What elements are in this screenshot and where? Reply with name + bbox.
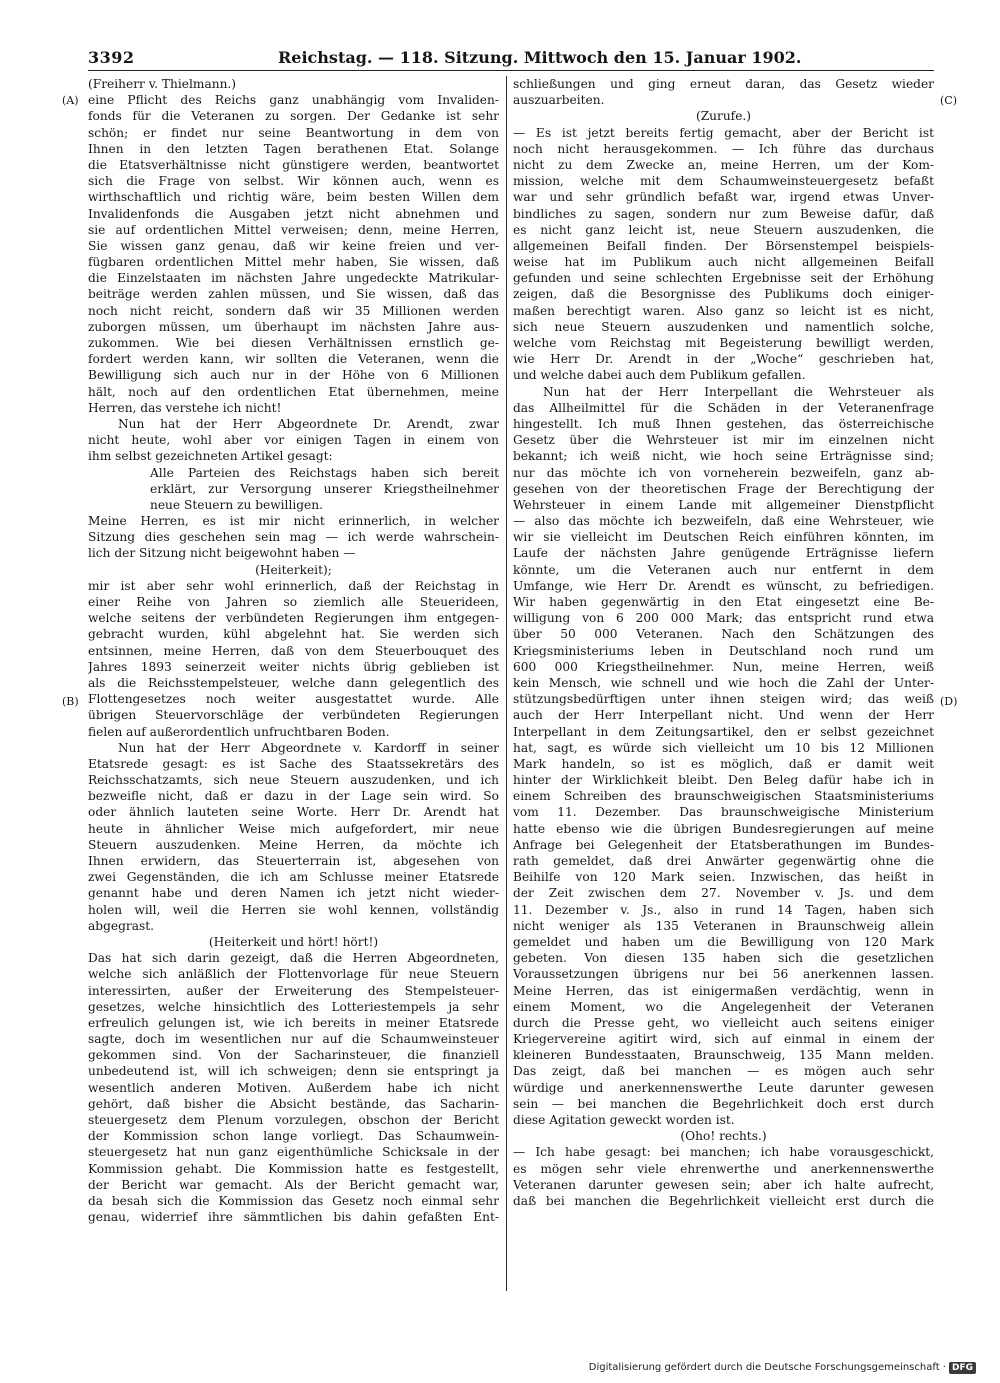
text-line: steuergesetz dem Plenum vorzulegen, obschon der Bericht [88, 1113, 499, 1127]
text-line: maßen berechtigt waren. Also ganz so leicht ist es nicht, [513, 303, 934, 318]
text-line: 11. Dezember v. Js., also in rund 14 Tagen, haben sich [513, 902, 934, 917]
text-line: welche vom Reichstag mit Begeisterung bewilligt werden, [513, 336, 934, 350]
text-line: da besah sich die Kommission das Gesetz noch einmal sehr [88, 1193, 499, 1208]
text-line: Veteranen darunter gewesen sein; aber ich halte aufrecht, [513, 1177, 934, 1192]
text-line: unbedeutend ist, will ich schweigen; denn sie entspringt ja [88, 1064, 499, 1079]
text-line: hinter der Wirklichkeit bleibt. Den Beleg dafür habe ich in [513, 773, 934, 788]
text-line: holen will, weil die Herren sie wohl kennen, vollständig [88, 902, 499, 917]
text-line: auch der Herr Interpellant nicht. Und wenn der Herr [513, 708, 934, 723]
dfg-logo-icon: DFG [949, 1362, 976, 1374]
text-line: das Allheilmittel für die Schäden in der Veteranenfrage [513, 400, 934, 415]
text-line: Reichsschatzamts, sich neue Steuern auszudenken, und ich [88, 773, 499, 788]
text-line: Meine Herren, es ist mir nicht erinnerlich, in welcher [88, 514, 499, 529]
text-line: mir ist aber sehr wohl erinnerlich, daß der Reichstag in [88, 578, 499, 593]
text-line: genannt habe und deren Namen ich jetzt nicht wieder- [88, 886, 499, 901]
text-line: auszuarbeiten. [513, 93, 605, 108]
text-line: Laufe der nächsten Jahre genügende Erträgnisse liefern [513, 546, 934, 561]
text-line: es nicht ganz leicht ist, neue Steuern auszudenken, die [513, 222, 934, 237]
text-line: rath gemeldet, daß drei Anwärter gegenwärtig ohne die [513, 854, 934, 868]
text-line: welche sich anläßlich der Flottenvorlage für neue Steuern [88, 967, 499, 982]
text-line: allgemeinen Beifall finden. Der Börsenstempel beispiels- [513, 238, 934, 253]
text-line: daß bei manchen die Begehrlichkeit vielleicht erst durch die [513, 1193, 934, 1208]
text-line: (Heiterkeit); [255, 562, 332, 577]
text-line: beiträge werden zahlen müssen, und Sie wissen, daß das [88, 287, 499, 302]
text-line: zeigen, daß die Besorgnisse des Publikums doch einiger- [513, 287, 934, 302]
text-line: oder ähnlich lauteten seine Worte. Herr Dr. Arendt hat [88, 805, 499, 820]
text-line: gebracht wurden, kühl abgelehnt hat. Sie werden sich [88, 627, 499, 642]
text-line: könnte, um die Veteranen auch nur entfernt in dem [513, 562, 934, 577]
text-line: (Zurufe.) [695, 109, 752, 124]
text-line: Umfange, wie Herr Dr. Arendt es wünscht, zu befriedigen. [513, 578, 934, 593]
text-line: Meine Herren, das ist einigermaßen verdächtig, wenn in [513, 983, 934, 998]
column-divider [506, 76, 507, 1291]
text-line: kleineren Bundesstaaten, Braunschweig, 135 Mann melden. [513, 1048, 934, 1063]
text-line: entsinnen, meine Herren, daß von dem Steuerbouquet des [88, 643, 499, 658]
text-line: sagte, doch im wesentlichen nur auf die Schaumweinsteuer [88, 1032, 499, 1047]
text-line: zwei Gegenständen, die ich am Schlusse meiner Etatsrede [88, 870, 499, 885]
text-line: die Etatsverhältnisse nicht günstigere werden, beantwortet [88, 157, 499, 172]
text-line: Kriegsministeriums leben in Deutschland noch rund um [513, 643, 934, 658]
left-column [88, 76, 499, 1225]
text-line: nur das möchte ich von vorneherein bezweifeln, ganz ab- [513, 465, 934, 480]
text-line: über 50 000 Veteranen. Nach den Schätzungen des [513, 627, 934, 642]
text-line: mission, welche mit dem Schaumweinsteuergesetz befaßt [513, 174, 934, 189]
text-line: willigung von 6 200 000 Mark; das entspricht rund etwa [513, 611, 934, 626]
text-line: steuergesetz hat nun ganz eigenthümliche Schicksale in der [88, 1145, 499, 1160]
text-line: gebeten. Von diesen 135 haben sich die gesetzlichen [513, 951, 934, 966]
text-line: als die Reichsstempelsteuer, welche dann gelegentlich des [88, 675, 499, 690]
text-line: der Zeit zwischen dem 27. November v. Js. und dem [513, 886, 934, 901]
text-line: sich die Frage von selbst. Wir können auch, wenn es [88, 174, 499, 189]
text-line: abgegrast. [88, 918, 155, 933]
text-line: gehört, daß bisher die Absicht bestände, das Sacharin- [88, 1096, 499, 1111]
text-line: Herren, das verstehe ich nicht! [88, 400, 282, 415]
text-line: Etatsrede gesagt: es ist Sache des Staatssekretärs des [88, 756, 499, 771]
text-line: übrigen Steuervorschläge der verbündeten Regierungen [88, 708, 499, 723]
page-header [88, 46, 934, 71]
text-line: bekannt; ich weiß nicht, wie hoch seine Erträgnisse sind; [513, 449, 934, 464]
text-line: Nun hat der Herr Interpellant die Wehrsteuer als [543, 384, 934, 399]
text-line: Kommission gehabt. Die Kommission hatte es festgestellt, [88, 1161, 499, 1176]
right-column [513, 76, 934, 1209]
text-line: bezweifle nicht, daß er dazu in der Lage sein wird. So [88, 789, 499, 804]
text-line: (Heiterkeit und hört! hört!) [208, 934, 379, 949]
text-line: es mögen sehr viele ehrenwerthe und anerkennenswerthe [513, 1161, 934, 1176]
text-line: nicht weniger als 135 Veteranen in Braunschweig allein [513, 918, 934, 933]
text-line: bindliches zu sagen, sondern nur zum Beweise dafür, daß [513, 206, 934, 221]
text-line: interessirten, außer der Erweiterung des Stempelsteuer- [88, 983, 499, 998]
text-line: Ihnen erwidern, das Steuerterrain ist, abgesehen von [88, 854, 499, 868]
text-line: gesehen von der theoretischen Frage der Berechtigung der [513, 481, 934, 496]
text-line: wir sie vielleicht im Deutschen Reich einführen könnten, im [513, 530, 934, 545]
text-line: zuborgen müssen, um überhaupt im nächsten Jahre aus- [88, 319, 499, 334]
text-line: einem Schreiben des braunschweigischen Staatsministeriums [513, 789, 934, 804]
text-line: schön; er findet nur seine Beantwortung in dem von [88, 125, 499, 140]
text-line: lich der Sitzung nicht beigewohnt haben — [88, 546, 356, 561]
text-line: Alle Parteien des Reichstags haben sich bereit [150, 465, 499, 480]
text-line: sein — bei manchen die Begehrlichkeit doch erst durch [513, 1096, 934, 1111]
footer: Digitalisierung gefördert durch die Deutsche Forschungsgemeinschaft · DFG [589, 1362, 976, 1374]
text-line: eine Pflicht des Reichs ganz unabhängig vom Invaliden- [88, 93, 499, 108]
text-line: erklärt, zur Versorgung unserer Kriegstheilnehmer [150, 481, 499, 496]
text-line: Ihnen in den letzten Tagen berathenen Etat. Solange [88, 141, 499, 156]
text-line: noch nicht herausgekommen. — Ich führe das durchaus [513, 141, 934, 156]
text-line: Sitzung dies geschehen sein mag — ich werde wahrschein- [88, 530, 499, 545]
text-line: 600 000 Kriegstheilnehmer. Nun, meine Herren, weiß [513, 659, 934, 674]
text-line: sich neue Steuern auszudenken und namentlich solche, [513, 319, 934, 334]
text-line: Invalidenfonds die Ausgaben jetzt nicht abnehmen und [88, 206, 499, 221]
text-line: Voraussetzungen übrigens nur bei 56 anerkennen lassen. [513, 967, 934, 982]
text-line: Kriegervereine agitirt wird, sich auf einmal in einem der [513, 1032, 934, 1047]
text-line: Beihilfe von 120 Mark seien. Inzwischen, das heißt in [513, 870, 934, 885]
text-line: Interpellant in dem Zeitungsartikel, den er selbst gezeichnet [513, 724, 934, 739]
text-line: schließungen und ging erneut daran, das Gesetz wieder [513, 77, 934, 91]
text-line: und welche dabei auch dem Publikum gefallen. [513, 368, 806, 383]
text-line: hat, sagt, es würde sich vielleicht um 10 bis 12 Millionen [513, 740, 934, 755]
text-line: würdige und anerkennenswerthe Leute darunter gewesen [513, 1080, 934, 1095]
text-line: hält, noch auf den ordentlichen Etat übernehmen, meine [88, 384, 499, 399]
text-line: wesentlich anderen Motiven. Außerdem habe ich nicht [88, 1080, 499, 1095]
text-line: erfreulich gelungen ist, wie ich bereits in meiner Etatsrede [88, 1015, 499, 1030]
text-line: gemeldet und haben um die Bewilligung von 120 Mark [513, 934, 934, 949]
text-line: (Oho! rechts.) [680, 1129, 767, 1144]
margin-marker-b: (B) [62, 695, 79, 708]
text-line: neue Steuern zu bewilligen. [150, 497, 323, 512]
text-line: wie Herr Dr. Arendt in der „Woche“ geschrieben hat, [513, 352, 934, 367]
text-line: hatte ebenso wie die übrigen Bundesregierungen auf meine [513, 821, 934, 836]
text-line: — Es ist jetzt bereits fertig gemacht, aber der Bericht ist [513, 125, 934, 140]
text-line: hingestellt. Ich muß Ihnen gestehen, das österreichische [513, 416, 934, 431]
text-line: stützungsbedürftigen unter ihnen steigen wird; das weiß [513, 692, 934, 707]
text-line: Mark handeln, so ist es möglich, daß er damit weit [513, 756, 934, 771]
text-line: genau, widerrief ihre sämmtlichen bis dahin gefaßten Ent- [88, 1210, 499, 1225]
text-line: einer Reihe von Jahren so ziemlich alle Steuerideen, [88, 595, 499, 609]
text-line: fordert werden kann, wir sollten die Veteranen, wenn die [88, 352, 499, 367]
text-line: nicht heute, wohl aber vor einigen Tagen in einem von [88, 433, 499, 448]
text-line: fonds für die Veteranen zu sorgen. Der Gedanke ist sehr [88, 109, 499, 124]
text-line: Wehrsteuer in einem Lande mit allgemeiner Dienstpflicht [513, 497, 934, 512]
text-line: weise hat im Publikum auch nicht allgemeinen Beifall [513, 255, 934, 270]
text-line: welche seitens der verbündeten Regierungen ihm entgegen- [88, 611, 499, 626]
text-line: Steuern auszudenken. Meine Herren, da möchte ich [88, 837, 499, 852]
text-line: noch nicht reicht, sondern daß wir 35 Millionen werden [88, 303, 499, 318]
text-line: Flottengesetzes noch weiter ausgestattet wurde. Alle [88, 692, 499, 707]
text-line: Gesetz über die Wehrsteuer ist mir im einzelnen nicht [513, 433, 934, 448]
text-line: Nun hat der Herr Abgeordnete Dr. Arendt, zwar [118, 416, 499, 431]
text-line: der Kommission schon lange vorliegt. Das Schaumwein- [88, 1129, 499, 1144]
text-line: durch die Presse geht, wo vielleicht auch seitens einiger [513, 1015, 934, 1030]
text-line: sie auf ordentlichen Mittel verweisen; denn, meine Herren, [88, 222, 499, 237]
text-line: fügbaren ordentlichen Mittel mehr haben, Sie wissen, daß [88, 255, 499, 270]
margin-marker-a: (A) [62, 94, 79, 107]
text-line: fielen auf außerordentlich unfruchtbaren Boden. [88, 724, 390, 739]
text-line: Jahres 1893 seinerzeit weiter nichts übrig geblieben ist [88, 659, 499, 674]
text-line: Wir haben gegenwärtig in den Etat eingesetzt eine Be- [513, 595, 934, 609]
text-line: diese Agitation geweckt worden ist. [513, 1113, 735, 1127]
text-line: der Bericht war gemacht. Als der Bericht gemacht war, [88, 1177, 499, 1192]
margin-marker-d: (D) [940, 695, 958, 708]
footer-credit: Digitalisierung gefördert durch die Deutsche Forschungsgemeinschaft [588, 1362, 940, 1373]
text-line: gesetzes, welche hinsichtlich des Lotteriestempels ja sehr [88, 999, 499, 1014]
text-line: — also das möchte ich bezweifeln, daß eine Wehrsteuer, wie [513, 514, 934, 529]
running-title: Reichstag. — 118. Sitzung. Mittwoch den 15. Januar 1902. [278, 48, 802, 67]
text-line: gefunden und seine schlechten Ergebnisse seit der Erhöhung [513, 271, 934, 286]
text-line: wirthschaftlich und richtig wäre, beim besten Willen dem [88, 190, 499, 205]
text-line: Das zeigt, daß bei manchen — es mögen auch sehr [513, 1064, 934, 1079]
text-line: — Ich habe gesagt: bei manchen; ich habe vorausgeschickt, [513, 1145, 934, 1160]
text-line: zukommen. Wie bei diesen Verhältnissen ernstlich ge- [88, 336, 499, 350]
text-line: war und sehr gründlich befaßt war, irgend etwas Unver- [513, 190, 934, 205]
text-line: die Einzelstaaten im nächsten Jahre ungedeckte Matrikular- [88, 271, 499, 286]
text-line: einem Moment, wo die Angelegenheit der Veteranen [513, 999, 934, 1014]
text-line: nicht zu dem Zwecke an, meine Herren, um der Kom- [513, 157, 934, 172]
text-line: Nun hat der Herr Abgeordnete v. Kardorff in seiner [118, 740, 499, 755]
page-number: 3392 [88, 48, 135, 67]
text-line: (Freiherr v. Thielmann.) [88, 77, 237, 91]
text-line: Das hat sich darin gezeigt, daß die Herren Abgeordneten, [88, 951, 499, 966]
text-line: Sie wissen ganz genau, daß wir keine freien und ver- [88, 238, 499, 253]
text-line: Bewilligung sich auch nur in der Höhe von 6 Millionen [88, 368, 499, 383]
text-line: Anfrage bei Gelegenheit der Etatsberathungen im Bundes- [513, 837, 934, 852]
text-line: gekommen sind. Von der Sacharinsteuer, die finanziell [88, 1048, 499, 1063]
text-line: vom 11. Dezember. Das braunschweigische Ministerium [513, 805, 934, 820]
text-line: heute in ähnlicher Weise mich aufgefordert, mir neue [88, 821, 499, 836]
text-line: ihm selbst gezeichneten Artikel gesagt: [88, 449, 333, 464]
text-line: kein Mensch, wie schnell und wie hoch die Zahl der Unter- [513, 675, 934, 690]
margin-marker-c: (C) [940, 94, 957, 107]
